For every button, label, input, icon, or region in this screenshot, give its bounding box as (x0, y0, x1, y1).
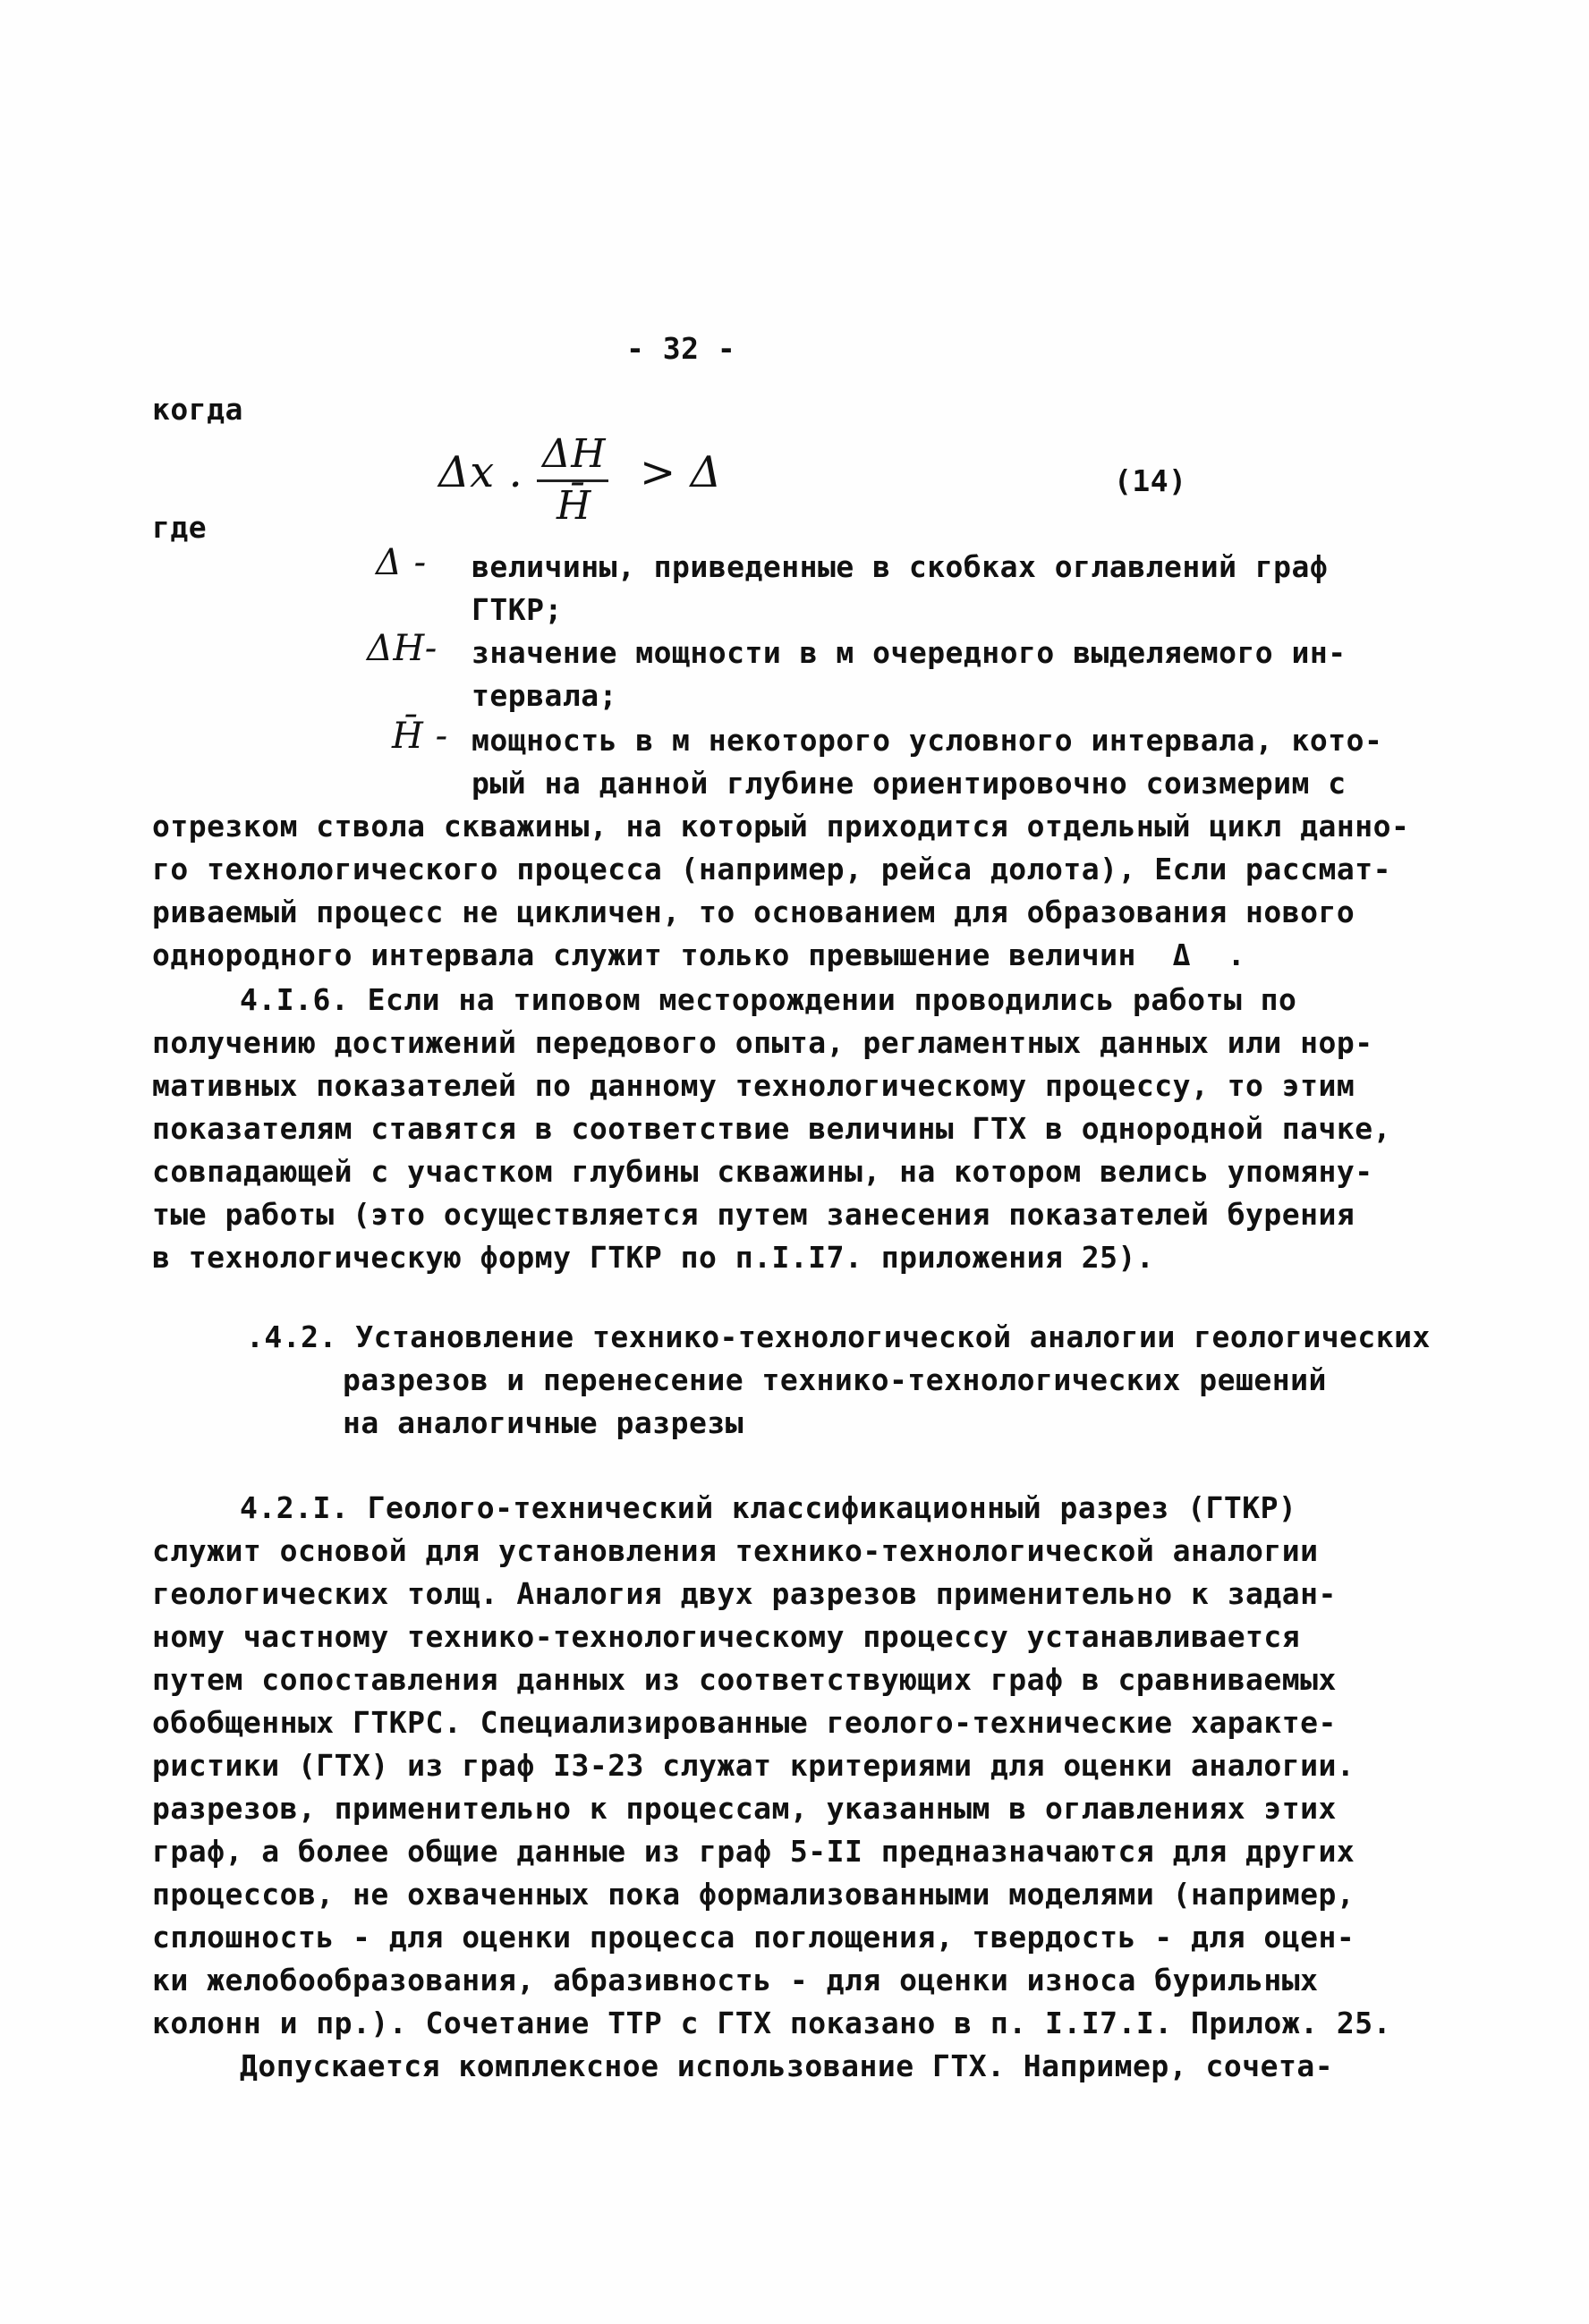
def-symbol: Δ - (376, 542, 427, 583)
text-line: ки желобообразования, абразивность - для оценки износа бурильных (152, 1963, 1319, 1997)
text-line: служит основой для установления технико-технологической аналогии (152, 1533, 1319, 1568)
text-line: однородного интервала служит только превышение величин Δ . (152, 937, 1246, 972)
text-line: го технологического процесса (например, рейса долота), Если рассмат- (152, 852, 1392, 886)
formula-where: где (152, 510, 208, 545)
text-line: путем сопоставления данных из соответствующих граф в сравниваемых (152, 1662, 1337, 1697)
text-line: в технологическую форму ГТКР по п.I.I7. приложения 25). (152, 1240, 1155, 1275)
def-text: величины, приведенные в скобках оглавлений граф (472, 549, 1329, 584)
text-line: ному частному технико-технологическому процессу устанавливается (152, 1619, 1301, 1654)
text-line: колонн и пр.). Сочетание ТТР с ГТХ показано в п. I.I7.I. Прилож. 25. (152, 2006, 1392, 2040)
text-line: обобщенных ГТКРС. Специализированные геолого-технические характе- (152, 1705, 1337, 1740)
text-line: показателям ставятся в соответствие величины ГТХ в однородной пачке, (152, 1111, 1392, 1146)
def-cont: рый на данной глубине ориентировочно соизмерим с (472, 766, 1347, 801)
text-line: мативных показателей по данному технологическому процессу, то этим (152, 1068, 1355, 1103)
equation-number: (14) (1114, 463, 1187, 498)
section-heading: на аналогичные разрезы (343, 1405, 744, 1440)
formula-lhs: Δx . (438, 447, 523, 497)
text-line: граф, а более общие данные из граф 5-II предназначаются для других (152, 1834, 1355, 1869)
text-line: отрезком ствола скважины, на который приходится отдельный цикл данно- (152, 809, 1410, 844)
text-line: риваемый процесс не цикличен, то основанием для образования нового (152, 895, 1355, 929)
def-cont: ГТКР; (472, 592, 563, 627)
text-line: процессов, не охваченных пока формализованными моделями (например, (152, 1877, 1355, 1912)
text-line: совпадающей с участком глубины скважины, на котором велись упомяну- (152, 1154, 1373, 1189)
text-line: ристики (ГТХ) из граф I3-23 служат критериями для оценки аналогии. (152, 1748, 1355, 1783)
def-text: значение мощности в м очередного выделяемого ин- (472, 635, 1347, 670)
section-heading: разрезов и перенесение технико-технологических решений (343, 1362, 1327, 1397)
text-line: получению достижений передового опыта, регламентных данных или нор- (152, 1025, 1373, 1060)
text-line: геологических толщ. Аналогия двух разрезов применительно к задан- (152, 1576, 1337, 1611)
def-symbol: ΔH- (367, 628, 438, 669)
fraction-bar (537, 479, 608, 482)
page-number: - 32 - (626, 331, 736, 366)
formula-denominator: H̄ (557, 483, 591, 529)
formula-relation: > Δ (640, 447, 722, 497)
section-heading: .4.2. Установление технико-технологической аналогии геологических (246, 1319, 1431, 1354)
def-cont: тервала; (472, 678, 617, 713)
def-text: мощность в м некоторого условного интервала, кото- (472, 723, 1383, 758)
text-line: 4.2.I. Геолого-технический классификационный разрез (ГТКР) (240, 1490, 1297, 1525)
text-line: тые работы (это осуществляется путем занесения показателей бурения (152, 1197, 1355, 1232)
text-line: Допускается комплексное использование ГТХ. Например, сочета- (240, 2048, 1334, 2083)
text-line: 4.I.6. Если на типовом месторождении проводились работы по (240, 982, 1297, 1017)
text-line: разрезов, применительно к процессам, указанным в оглавлениях этих (152, 1791, 1337, 1826)
formula-numerator: ΔH (542, 431, 607, 477)
text-line: сплошность - для оценки процесса поглощения, твердость - для оцен- (152, 1920, 1355, 1955)
formula-intro: когда (152, 392, 243, 427)
def-symbol: H̄ - (392, 716, 448, 757)
